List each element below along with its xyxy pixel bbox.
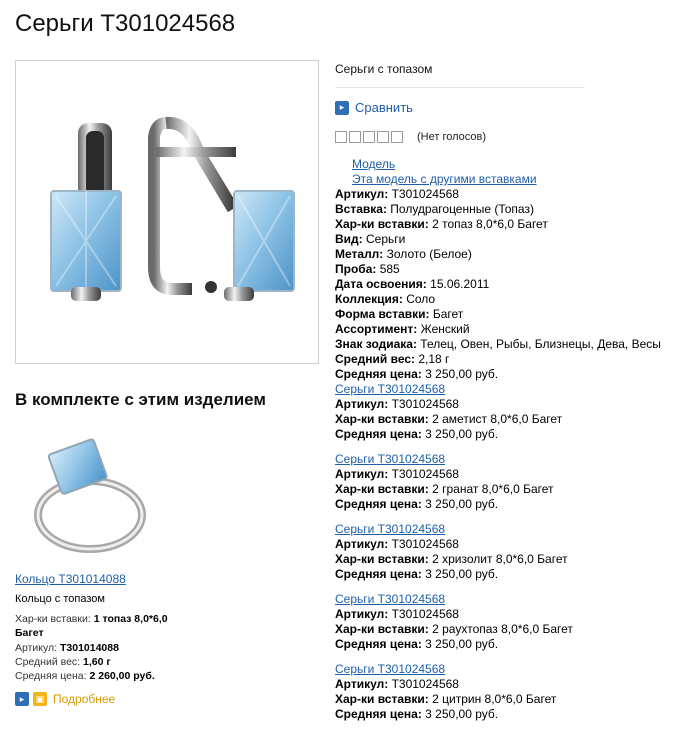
variant-label: Хар-ки вставки: [335,552,429,566]
variant-link[interactable]: Серьги Т301024568 [335,592,446,606]
variant-label: Хар-ки вставки: [335,692,429,706]
spec-value: 2 топаз 8,0*6,0 Багет [428,217,548,231]
product-subtitle: Серьги с топазом [335,62,433,76]
ring-description: Кольцо с топазом [15,593,105,605]
variant-value: Т301024568 [388,607,459,621]
variant-insert [335,552,690,567]
spec-row [335,217,690,232]
variant-link[interactable]: Серьги Т301024568 [335,662,446,676]
variant-value: 2 цитрин 8,0*6,0 Багет [428,692,557,706]
variant-value: 2 хризолит 8,0*6,0 Багет [428,552,568,566]
variant-label: Хар-ки вставки: [335,622,429,636]
spec-value: Соло [402,292,436,306]
variant-label: Артикул: [335,607,389,621]
spec-row [335,277,690,292]
compare-arrow-icon: ▸ [335,101,349,115]
spec-label: Хар-ки вставки: [335,217,429,231]
variant-insert [335,692,690,707]
ring-price: Средняя цена: 2 260,00 руб. [15,670,155,682]
variant-value: Т301024568 [388,537,459,551]
rating [335,131,486,143]
rating-star-icon[interactable] [391,131,403,143]
spec-value: Багет [429,307,464,321]
spec-label: Металл: [335,247,384,261]
variant-article [335,537,690,552]
page-title: Серьги Т301024568 [15,10,236,37]
variant-label: Хар-ки вставки: [335,412,429,426]
variant-value: Т301024568 [388,677,459,691]
spec-label: Форма вставки: [335,307,430,321]
spec-value: Телец, Овен, Рыбы, Близнецы, Дева, Весы [416,337,661,351]
variant-link[interactable]: Серьги Т301024568 [335,382,446,396]
spec-row [335,322,690,337]
variant-block [335,452,690,512]
variant-value: 2 раухтопаз 8,0*6,0 Багет [428,622,573,636]
spec-value: Золото (Белое) [383,247,472,261]
spec-list [335,187,690,382]
spec-row [335,232,690,247]
spec-value: Т301024568 [388,187,459,201]
variant-label: Средняя цена: [335,427,422,441]
variant-label: Средняя цена: [335,707,422,721]
spec-row [335,187,690,202]
variant-price [335,497,690,512]
earrings-image [16,61,318,363]
variant-insert [335,622,690,637]
variant-article [335,677,690,692]
variant-price [335,707,690,722]
rating-star-icon[interactable] [349,131,361,143]
spec-row [335,292,690,307]
ring-weight: Средний вес: 1,60 г [15,656,111,668]
variant-value: Т301024568 [388,467,459,481]
variant-link[interactable]: Серьги Т301024568 [335,452,446,466]
other-inserts-link[interactable]: Эта модель с другими вставками [352,172,537,186]
variant-value: 3 250,00 руб. [421,427,499,441]
variant-label: Артикул: [335,677,389,691]
more-details-link[interactable]: Подробнее [53,692,116,706]
variant-label: Средняя цена: [335,567,422,581]
variant-price [335,427,690,442]
spec-value: 585 [376,262,400,276]
divider [335,87,585,88]
spec-row [335,262,690,277]
spec-label: Артикул: [335,187,389,201]
variant-article [335,607,690,622]
spec-label: Вид: [335,232,363,246]
variant-value: 2 аметист 8,0*6,0 Багет [428,412,563,426]
variant-value: 3 250,00 руб. [421,497,499,511]
compare-link[interactable]: Сравнить [355,100,413,115]
product-photo[interactable] [15,60,319,364]
spec-row [335,307,690,322]
ring-link[interactable]: Кольцо Т301014088 [15,572,126,586]
ring-photo[interactable] [15,420,150,565]
variant-insert [335,482,690,497]
variant-insert [335,412,690,427]
spec-row [335,202,690,217]
spec-label: Вставка: [335,202,387,216]
spec-label: Проба: [335,262,377,276]
variant-link[interactable]: Серьги Т301024568 [335,522,446,536]
variant-block [335,662,690,722]
variant-value: Т301024568 [388,397,459,411]
variant-value: 2 гранат 8,0*6,0 Багет [428,482,554,496]
rating-star-icon[interactable] [377,131,389,143]
variant-price [335,567,690,582]
spec-value: 3 250,00 руб. [421,367,499,381]
spec-label: Средний вес: [335,352,416,366]
spec-label: Коллекция: [335,292,403,306]
spec-row [335,367,690,382]
set-section-title: В комплекте с этим изделием [15,390,266,409]
variant-label: Средняя цена: [335,637,422,651]
ring-insert: Хар-ки вставки: 1 топаз 8,0*6,0 Багет [15,613,168,639]
variant-label: Артикул: [335,397,389,411]
ring-image [15,420,150,565]
variant-value: 3 250,00 руб. [421,567,499,581]
spec-value: Серьги [362,232,406,246]
spec-label: Ассортимент: [335,322,418,336]
model-link[interactable]: Модель [352,157,396,171]
spec-label: Средняя цена: [335,367,422,381]
spec-row [335,337,690,352]
variant-article [335,467,690,482]
compare-arrow-icon[interactable]: ▸ [15,692,29,706]
variant-article [335,397,690,412]
spec-row [335,352,690,367]
rating-star-icon[interactable] [335,131,347,143]
spec-row [335,247,690,262]
variant-value: 3 250,00 руб. [421,707,499,721]
spec-value: Женский [417,322,470,336]
spec-label: Дата освоения: [335,277,427,291]
variant-block [335,382,690,442]
rating-star-icon[interactable] [363,131,375,143]
ring-actions [15,692,115,706]
variant-label: Артикул: [335,467,389,481]
ring-article: Артикул: Т301014088 [15,642,119,654]
variant-label: Хар-ки вставки: [335,482,429,496]
variant-price [335,637,690,652]
variant-label: Артикул: [335,537,389,551]
spec-label: Знак зодиака: [335,337,417,351]
variant-block [335,522,690,582]
spec-value: 2,18 г [415,352,450,366]
compare-button[interactable] [335,100,413,115]
variant-label: Средняя цена: [335,497,422,511]
spec-value: Полудрагоценные (Топаз) [386,202,534,216]
spec-value: 15.06.2011 [426,277,490,291]
variant-block [335,592,690,652]
cart-icon[interactable]: ▣ [33,692,47,706]
variant-value: 3 250,00 руб. [421,637,499,651]
votes-count: (Нет голосов) [417,131,487,143]
